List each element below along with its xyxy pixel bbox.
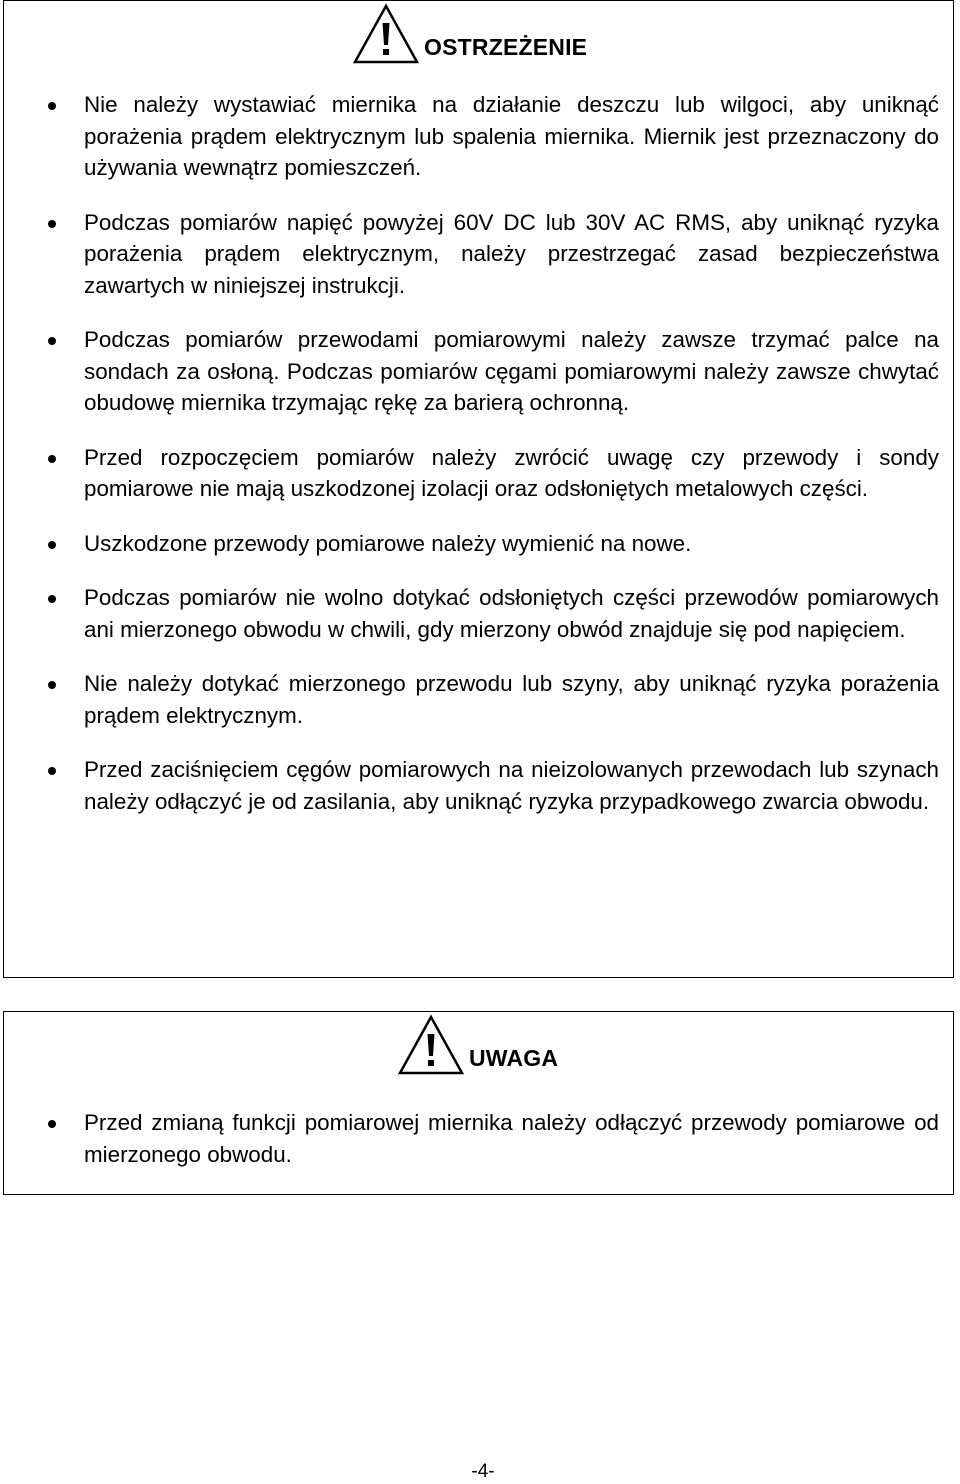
warning-item-text: Przed rozpoczęciem pomiarów należy zwrócić uwagę czy przewody i sondy pomiarowe nie mają uszkodzonej izolacji oraz odsłoniętych metalowych części. bbox=[84, 444, 939, 501]
caution-header bbox=[397, 1014, 558, 1076]
bullet-icon bbox=[48, 541, 56, 549]
warning-item-text: Nie należy dotykać mierzonego przewodu lub szyny, aby uniknąć ryzyka porażenia prądem elektrycznym. bbox=[84, 671, 939, 728]
warning-item bbox=[4, 754, 953, 817]
warning-list bbox=[4, 89, 953, 817]
caution-box bbox=[3, 1011, 954, 1195]
warning-item-text: Podczas pomiarów nie wolno dotykać odsłoniętych części przewodów pomiarowych ani mierzonego obwodu w chwili, gdy mierzony obwód znajduje się pod napięciem. bbox=[84, 585, 939, 642]
bullet-icon bbox=[48, 1120, 56, 1128]
bullet-icon bbox=[48, 767, 56, 775]
bullet-icon bbox=[48, 455, 56, 463]
warning-item-text: Przed zaciśnięciem cęgów pomiarowych na nieizolowanych przewodach lub szynach należy odłączyć je od zasilania, aby uniknąć ryzyka przypadkowego zwarcia obwodu. bbox=[84, 757, 939, 814]
page-number: -4- bbox=[471, 1461, 495, 1482]
warning-item bbox=[4, 324, 953, 419]
warning-item bbox=[4, 668, 953, 731]
warning-item-text: Nie należy wystawiać miernika na działanie deszczu lub wilgoci, aby uniknąć porażenia prądem elektrycznym lub spalenia miernika. Miernik jest przeznaczony do używania wewnątrz pomieszczeń. bbox=[84, 92, 939, 180]
warning-item bbox=[4, 582, 953, 645]
warning-triangle-icon bbox=[397, 1014, 465, 1076]
warning-title: OSTRZEŻENIE bbox=[424, 34, 588, 60]
caution-title: UWAGA bbox=[469, 1045, 559, 1071]
warning-item bbox=[4, 89, 953, 184]
caution-item-text: Przed zmianą funkcji pomiarowej miernika należy odłączyć przewody pomiarowe od mierzonego obwodu. bbox=[84, 1110, 939, 1167]
warning-item bbox=[4, 528, 953, 560]
bullet-icon bbox=[48, 102, 56, 110]
warning-item-text: Podczas pomiarów napięć powyżej 60V DC lub 30V AC RMS, aby uniknąć ryzyka porażenia prądem elektrycznym, należy przestrzegać zasad bezpieczeństwa zawartych w niniejszej instrukcji. bbox=[84, 209, 939, 298]
warning-triangle-icon bbox=[352, 3, 420, 65]
caution-list bbox=[4, 1107, 953, 1170]
bullet-icon bbox=[48, 595, 56, 603]
warning-header bbox=[352, 3, 587, 65]
warning-item bbox=[4, 442, 953, 505]
warning-box bbox=[3, 0, 954, 978]
warning-item bbox=[4, 207, 953, 302]
bullet-icon bbox=[48, 681, 56, 689]
caution-item bbox=[4, 1107, 953, 1170]
bullet-icon bbox=[48, 220, 56, 228]
bullet-icon bbox=[48, 337, 56, 345]
warning-item-text: Podczas pomiarów przewodami pomiarowymi należy zawsze trzymać palce na sondach za osłoną. Podczas pomiarów cęgami pomiarowymi należy zawsze chwytać obudowę miernika trzymając rękę za barierą ochronną. bbox=[84, 327, 939, 415]
warning-item-text: Uszkodzone przewody pomiarowe należy wymienić na nowe. bbox=[84, 530, 692, 556]
